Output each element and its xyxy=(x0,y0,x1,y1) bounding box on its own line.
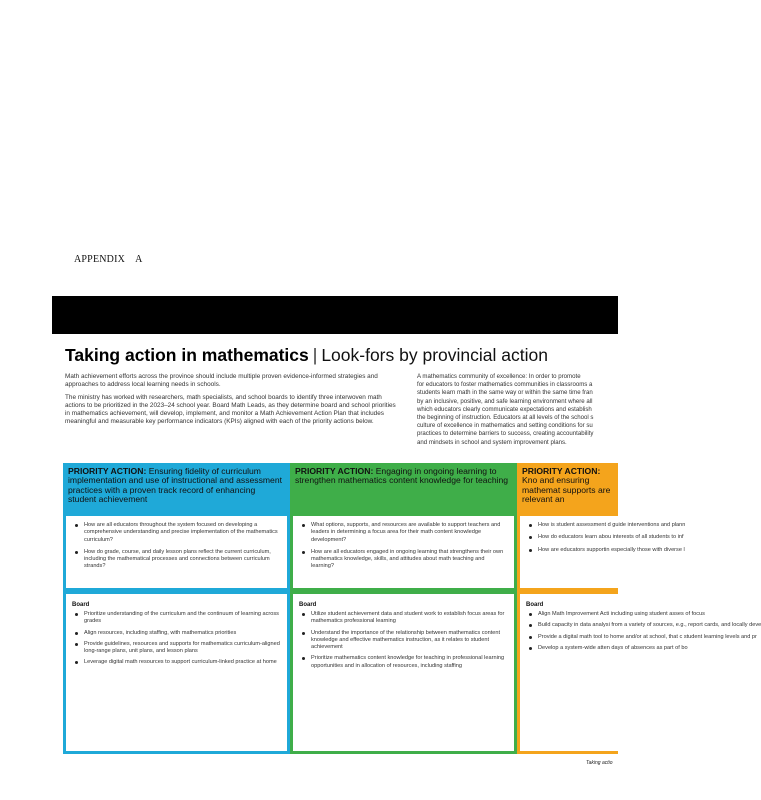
action-item xyxy=(72,630,281,637)
action-item xyxy=(299,611,508,626)
bullet-icon xyxy=(302,551,305,554)
action-item xyxy=(72,641,281,656)
title-separator: | xyxy=(312,345,318,365)
footer-text: Taking actio xyxy=(586,760,613,766)
bullet-icon xyxy=(302,524,305,527)
priority-label: PRIORITY ACTION: xyxy=(295,466,374,476)
priority-column-student-needs xyxy=(517,463,761,754)
question-item xyxy=(526,522,686,529)
bullet-icon xyxy=(302,613,305,616)
title-main: Taking action in mathematics xyxy=(65,345,309,365)
look-fors-board xyxy=(66,594,287,751)
level-label: Board xyxy=(526,602,544,608)
question-item xyxy=(72,549,281,571)
priority-heading xyxy=(63,463,290,518)
priority-heading-text: Ensuring fidelity of curriculum implementation and use of instructional and assessment practices with a proven track record of enhancing student achievement xyxy=(68,466,283,505)
bullet-icon xyxy=(529,624,532,627)
bullet-icon xyxy=(529,536,532,539)
bullet-icon xyxy=(302,632,305,635)
level-label: Board xyxy=(72,602,90,608)
question-item xyxy=(72,522,281,544)
bullet-icon xyxy=(529,613,532,616)
bullet-icon xyxy=(75,613,78,616)
bullet-icon xyxy=(75,643,78,646)
bullet-icon xyxy=(529,647,532,650)
appendix-word: APPENDIX xyxy=(74,254,126,265)
bullet-icon xyxy=(529,524,532,527)
guiding-questions xyxy=(293,516,514,588)
question-text: How are educators supportin especially those with diverse l xyxy=(538,546,685,553)
action-item xyxy=(299,630,508,652)
action-text: Provide guidelines, resources and supports for mathematics curriculum-aligned long-range plans, unit plans, and lesson plans xyxy=(84,640,280,655)
action-item xyxy=(526,622,761,629)
priority-column-curriculum xyxy=(63,463,290,754)
right-intro-line: A mathematics community of excellence: In order to promote xyxy=(417,373,581,380)
action-text: Prioritize mathematics content knowledge for teaching in professional learning opportunities and in allocation of resources, including staffing xyxy=(311,655,505,669)
guiding-questions xyxy=(520,516,686,588)
priority-heading xyxy=(517,463,618,518)
action-text: Leverage digital math resources to support curriculum-linked practice at home xyxy=(84,659,277,666)
question-text: How are all educators engaged in ongoing learning that strengthens their own mathematics knowledge, skills, and attitudes about math teaching and learning? xyxy=(311,548,504,570)
action-text: Utilize student achievement data and student work to establish focus areas for mathematics professional learning xyxy=(311,611,505,625)
priority-heading xyxy=(290,463,517,518)
question-text: How are all educators throughout the system focused on developing a comprehensive understanding and precise implementation of the mathematics curriculum? xyxy=(84,522,278,543)
question-item xyxy=(526,546,685,554)
title-subtitle: Look-fors by provincial action xyxy=(321,345,548,365)
right-intro-line: the beginning of instruction. Educators at all levels of the school s xyxy=(417,414,594,422)
question-text: What options, supports, and resources are available to support teachers and leaders in determining a focus area for their math content knowledge development? xyxy=(311,522,501,543)
action-item xyxy=(72,611,281,626)
action-text: Align resources, including staffing, with mathematics priorities xyxy=(84,629,237,636)
action-text: Develop a system-wide atten days of absences as part of bo xyxy=(538,644,688,651)
right-intro-line: which educators clearly communicate expectations and establish xyxy=(417,405,592,413)
right-intro-line: and mindsets in school and system improvement plans. xyxy=(417,438,567,446)
bullet-icon xyxy=(75,524,78,527)
question-item xyxy=(299,522,508,544)
guiding-questions xyxy=(66,516,287,588)
bullet-icon xyxy=(75,551,78,554)
question-text: How do educators learn abou interests of all students to inf xyxy=(538,534,684,541)
action-text: Build capacity in data analysi from a variety of sources, e.g., report cards, and locally deve xyxy=(538,622,761,629)
action-text: Align Math Improvement Acti including using student asses of focus xyxy=(538,611,705,617)
priority-column-content-knowledge xyxy=(290,463,517,754)
action-item xyxy=(526,611,705,618)
bullet-icon xyxy=(529,636,532,639)
action-item xyxy=(526,633,757,641)
question-text: How is student assessment d guide interventions and plann xyxy=(538,522,686,528)
priority-label: PRIORITY ACTION: xyxy=(522,466,601,476)
action-text: Prioritize understanding of the curriculum and the continuum of learning across grades xyxy=(84,611,279,625)
level-label: Board xyxy=(299,602,317,608)
intro-paragraph: The ministry has worked with researchers, math specialists, and school boards to identify three interwoven math actions to be prioritized in the 2023–24 school year. Board Math Leads, as they determine board and school priorities in mathematics achievement, will develop, implement, and monitor a Math Achievement Action Plan that includes meaningful and measurable key performance indicators (KPIs) aligned with each of the priority actions below. xyxy=(65,393,396,426)
action-text: Provide a digital math tool to home and/or at school, that c student learning levels and pr xyxy=(538,633,757,640)
right-intro-line: by an inclusive, positive, and safe learning environment where all xyxy=(417,397,593,405)
look-fors-board xyxy=(293,594,514,751)
right-intro-line: for educators to foster mathematics communities in classrooms a xyxy=(417,381,593,389)
action-item xyxy=(72,659,281,666)
action-item xyxy=(526,644,688,652)
action-item xyxy=(299,655,508,670)
question-item xyxy=(299,549,508,571)
look-fors-board xyxy=(520,594,761,751)
appendix-letter: A xyxy=(135,254,143,265)
bullet-icon xyxy=(529,549,532,552)
priority-label: PRIORITY ACTION: xyxy=(68,466,147,476)
right-intro-line: culture of excellence in mathematics and setting conditions for su xyxy=(417,422,593,430)
priority-heading-text: Engaging in ongoing learning to strengthen mathematics content knowledge for teaching xyxy=(295,466,509,486)
header-bar xyxy=(52,296,618,334)
bullet-icon xyxy=(75,661,78,664)
question-text: How do grade, course, and daily lesson plans reflect the current curriculum, including the mathematical processes and connections between curriculum strands? xyxy=(84,548,271,570)
intro-paragraph: Math achievement efforts across the province should include multiple proven evidence-informed strategies and approaches to address local learning needs in schools. xyxy=(65,373,378,389)
priority-heading-text: Kno and ensuring mathemat supports are relevant an xyxy=(522,475,611,505)
page-title xyxy=(65,345,548,366)
action-text: Understand the importance of the relationship between mathematics content knowledge and effective mathematics instruction, as it relates to student achievement xyxy=(311,629,501,651)
question-item xyxy=(526,534,684,541)
bullet-icon xyxy=(302,657,305,660)
intro-text xyxy=(65,373,398,431)
right-intro-line: students learn math in the same way or within the same time fran xyxy=(417,389,593,397)
appendix-label xyxy=(74,254,142,265)
bullet-icon xyxy=(75,632,78,635)
right-intro-text xyxy=(417,373,618,453)
right-intro-line: practices to determine barriers to success, creating accountability xyxy=(417,430,594,438)
